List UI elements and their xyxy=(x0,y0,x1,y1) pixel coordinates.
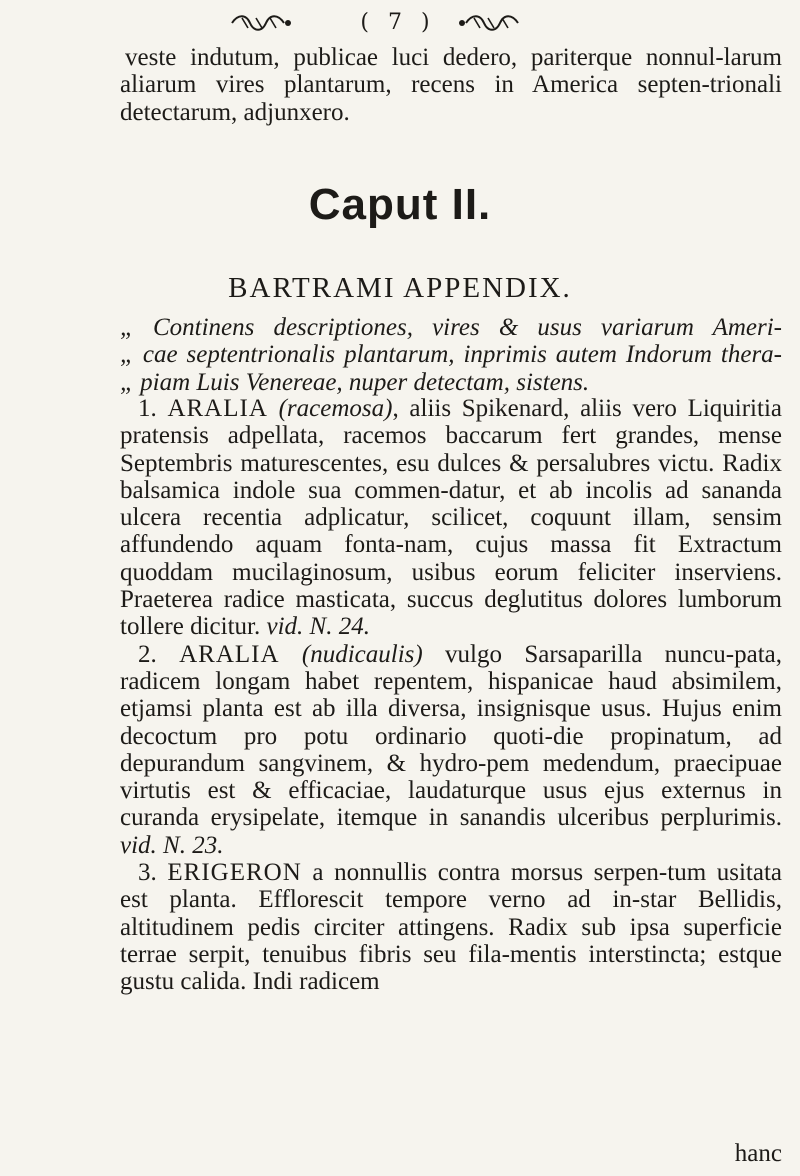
entry-text: vulgo Sarsaparilla nuncu-pata, radicem longam habet repentem, hispanicae haud absimilem, etjamsi planta est ab illa diversa, insignisque usus. Hujus enim decoctum pro potu ordinario quoti-die propinatum, ad depurandum sangvinem, & hydro-pem medendum, praecipuae virtutis est & efficaciae, laudaturque usus ejus externus in curanda erysipelate, itemque in sanandis ulceribus perplurimis. xyxy=(120,640,782,832)
entry-genus: ARALIA xyxy=(167,395,268,422)
entry-number: 1. xyxy=(138,395,157,422)
quote-line: „ piam Luis Venereae, nuper detectam, sistens. xyxy=(120,368,590,396)
quote-line: „ cae septentrionalis plantarum, inprimis autem Indorum thera- xyxy=(120,341,782,369)
chapter-heading: Caput II. xyxy=(308,180,492,229)
entry-paragraph xyxy=(120,395,782,641)
summary-quote xyxy=(120,314,782,396)
entries-body xyxy=(120,395,782,996)
page-number: ( 7 ) xyxy=(360,10,436,35)
left-ornament-icon xyxy=(228,10,294,36)
entry-text: , aliis Spikenard, aliis vero Liquiritia pratensis adpellata, racemos baccarum fert grandes, mense Septembris maturescentes, esu dulces & persalubres victu. Radix balsamica indole sua commen-datur, et ab incolis ad sananda ulcera recentia adplicatur, scilicet, coquunt illam, sensim affundendo aquam fonta-nam, cujus massa fit Extractum quoddam mucilaginosum, usibus eorum feliciter inserviens. Praeterea radice masticata, succus deglutitus dolores lumborum tollere dicitur. xyxy=(120,395,782,641)
entry-number: 2. xyxy=(138,640,157,668)
catchword: hanc xyxy=(734,1140,782,1167)
entry-species: (nudicaulis) xyxy=(301,640,423,668)
entry-number: 3. xyxy=(138,859,157,887)
quote-line: „ Continens descriptiones, vires & usus variarum Ameri- xyxy=(120,314,782,341)
entry-reference: vid. N. 23. xyxy=(120,831,224,859)
entry-paragraph xyxy=(120,641,782,859)
entry-paragraph xyxy=(120,859,782,995)
entry-reference: vid. N. 24. xyxy=(260,613,370,641)
intro-paragraph: veste indutum, publicae luci dedero, pariterque nonnul-larum aliarum vires plantarum, recens in America septen-trionali detectarum, adjunxero. xyxy=(120,44,782,126)
page-header xyxy=(0,6,800,42)
right-ornament-icon xyxy=(456,10,522,36)
entry-genus: ERIGERON xyxy=(167,859,302,887)
entry-species: (racemosa) xyxy=(278,395,393,422)
entry-genus: ARALIA xyxy=(179,640,280,668)
entry-text: a nonnullis contra morsus serpen-tum usitata est planta. Efflorescit tempore verno ad in-star Bellidis, altitudinem pedis circiter attingens. Radix sub ipsa superficie terrae serpit, tenuibus fibris seu fila-mentis interstincta; estque gustu calida. Indi radicem xyxy=(120,859,783,996)
section-title: BARTRAMI APPENDIX. xyxy=(228,272,572,304)
